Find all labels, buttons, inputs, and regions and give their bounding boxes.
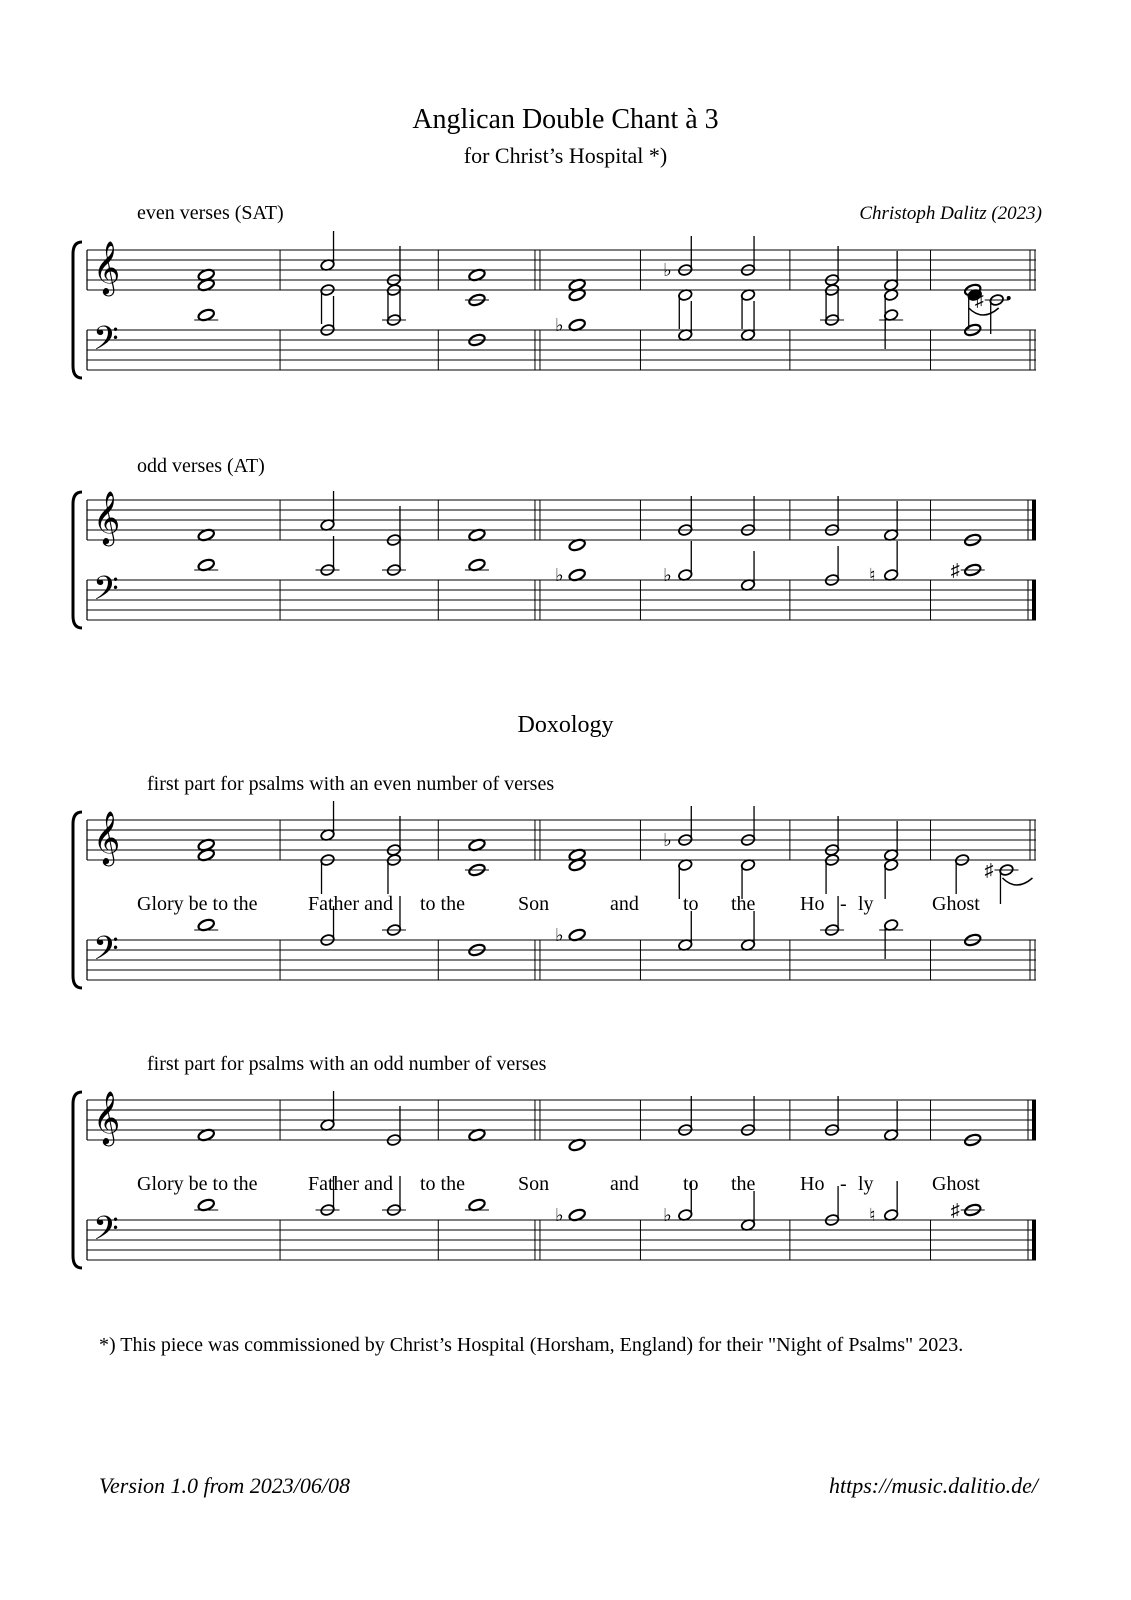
lyric-syllable: the (731, 893, 756, 915)
lyric-syllable: ly (858, 893, 874, 915)
lyric-syllable: the (731, 1173, 756, 1195)
system-bracket (73, 492, 82, 628)
system-label-even-verses: even verses (SAT) (137, 202, 284, 224)
lyric-syllable: to (683, 893, 699, 915)
bass-clef: 𝄢 (93, 930, 119, 975)
score-system-even-verses (0, 220, 1131, 440)
lyric-syllable: Son (518, 1173, 550, 1195)
treble-clef: 𝄞 (93, 812, 121, 863)
accidental-sharp: ♯ (950, 560, 960, 580)
note-dot (1007, 296, 1011, 300)
score-system-doxology-odd (0, 1070, 1131, 1300)
score-system-doxology-even (0, 790, 1131, 1020)
lyric-syllable: Father and (308, 1173, 393, 1195)
doxology-heading: Doxology (517, 712, 614, 738)
bass-clef: 𝄢 (93, 1210, 119, 1255)
score-system-odd-verses (0, 470, 1131, 690)
lyric-syllable: to the (420, 893, 465, 915)
composer-credit: Christoph Dalitz (2023) (859, 203, 1042, 224)
page-title: Anglican Double Chant à 3 (412, 104, 719, 135)
accidental-sharp: ♯ (974, 290, 984, 310)
accidental-flat: ♭ (555, 925, 564, 945)
accidental-natural: ♮ (869, 565, 876, 585)
lyric-syllable: to (683, 1173, 699, 1195)
lyric-syllable: Ho (800, 893, 825, 915)
treble-clef: 𝄞 (93, 1092, 121, 1143)
accidental-sharp: ♯ (950, 1200, 960, 1220)
lyric-syllable: and (610, 893, 639, 915)
accidental-flat: ♭ (663, 565, 672, 585)
lyric-syllable: Ho (800, 1173, 825, 1195)
accidental-flat: ♭ (555, 565, 564, 585)
treble-clef: 𝄞 (93, 492, 121, 543)
lyric-syllable: and (610, 1173, 639, 1195)
page-subtitle: for Christ’s Hospital *) (463, 143, 668, 168)
lyric-syllable: Ghost (932, 893, 980, 915)
lyric-syllable: Ghost (932, 1173, 980, 1195)
system-label-doxology-even: first part for psalms with an even number of verses (147, 773, 555, 795)
lyric-syllable: Glory be to the (137, 893, 258, 915)
accidental-flat: ♭ (663, 830, 672, 850)
accidental-natural: ♮ (869, 1205, 876, 1225)
lyric-syllable: ly (858, 1173, 874, 1195)
system-label-odd-verses: odd verses (AT) (137, 455, 265, 477)
footnote: *) This piece was commissioned by Christ’s Hospital (Horsham, England) for their "Night of Psalms" 2023. (99, 1334, 964, 1356)
lyric-syllable: - (840, 1173, 847, 1195)
bass-clef: 𝄢 (93, 320, 119, 365)
system-bracket (73, 812, 82, 988)
tie-arc (1002, 878, 1032, 885)
accidental-flat: ♭ (663, 1205, 672, 1225)
lyric-syllable: to the (420, 1173, 465, 1195)
lyric-syllable: Glory be to the (137, 1173, 258, 1195)
system-bracket (73, 1092, 82, 1268)
lyric-syllable: - (840, 893, 847, 915)
accidental-flat: ♭ (555, 1205, 564, 1225)
system-label-doxology-odd: first part for psalms with an odd number of verses (147, 1053, 547, 1075)
website-url: https://music.dalitio.de/ (829, 1473, 1038, 1498)
version-info: Version 1.0 from 2023/06/08 (99, 1473, 350, 1498)
lyric-syllable: Father and (308, 893, 393, 915)
accidental-sharp: ♯ (984, 860, 994, 880)
accidental-flat: ♭ (663, 260, 672, 280)
lyric-syllable: Son (518, 893, 550, 915)
treble-clef: 𝄞 (93, 242, 121, 293)
bass-clef: 𝄢 (93, 570, 119, 615)
accidental-flat: ♭ (555, 315, 564, 335)
system-bracket (73, 242, 82, 378)
